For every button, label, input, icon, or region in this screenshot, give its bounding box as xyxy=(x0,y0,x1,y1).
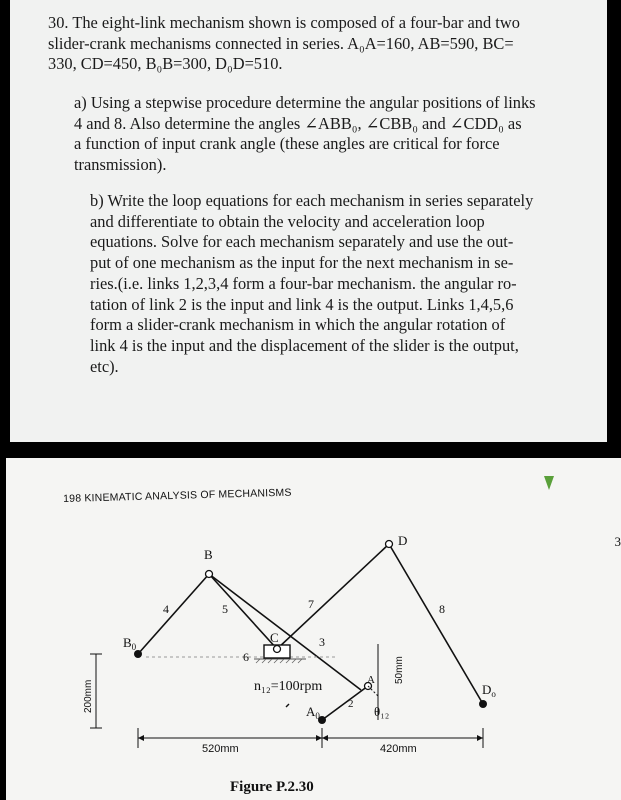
dim-label-420: 420mm xyxy=(380,743,417,755)
label-link-8: 8 xyxy=(439,602,445,616)
rotation-arrow xyxy=(286,704,289,707)
label-link-5: 5 xyxy=(222,602,228,616)
label-link-3: 3 xyxy=(319,635,325,649)
part-b xyxy=(90,191,572,377)
label-A: A xyxy=(367,674,375,686)
slider-hatch xyxy=(256,659,302,663)
problem-number: 30. xyxy=(48,13,69,32)
label-link-4: 4 xyxy=(163,602,169,616)
figure-caption: Figure P.2.30 xyxy=(230,779,314,795)
figure-page xyxy=(6,458,621,800)
label-D0: $D_o$ xyxy=(482,682,496,699)
dim-label-200: 200mm xyxy=(83,679,94,713)
label-C: C xyxy=(270,630,279,645)
angle-label: θ₁₂ xyxy=(374,704,390,719)
speed-label: n₁₂=100rpm xyxy=(254,679,323,694)
dim-label-520: 520mm xyxy=(202,743,239,755)
label-link-2: 2 xyxy=(348,698,354,710)
link-2 xyxy=(322,686,368,720)
part-a-label: a) xyxy=(74,93,87,112)
book-header: 198 KINEMATIC ANALYSIS OF MECHANISMS xyxy=(63,486,292,505)
label-B0: $B_0$ xyxy=(123,635,137,652)
pivot-D0 xyxy=(479,700,487,708)
label-link-7: 7 xyxy=(308,597,314,611)
problem-statement xyxy=(48,13,563,75)
link-7 xyxy=(277,544,389,649)
corner-mark xyxy=(544,476,554,490)
dim-label-50: 50mm xyxy=(394,656,405,684)
problem-page xyxy=(10,0,607,442)
label-D: D xyxy=(398,533,408,548)
joint-D xyxy=(386,541,393,548)
joint-C xyxy=(274,646,281,653)
label-A0: $A_0$ xyxy=(306,704,320,721)
part-b-text: Write the loop equations for each mechanism in series separately and differentiate to obtain the velocity and acceleration loop equations. Solve for each mechanism separately and use the out- put of one mechanism as the input for the next mechanism in se- ries.(i.e. links 1,2,3,4 form a four-bar mechanism. the angular ro- tation of link 2 is the input and link 4 is the output. Links 1,4,5,6 form a slider-crank mechanism in which the angular rotation of link 4 is the input and the displacement of the slider is the output, etc). xyxy=(90,191,534,376)
label-B: B xyxy=(204,547,213,562)
part-b-label: b) xyxy=(90,191,104,210)
part-a xyxy=(74,93,564,176)
mechanism-figure xyxy=(6,458,621,800)
link-4 xyxy=(138,574,209,654)
link-5 xyxy=(209,574,277,649)
joint-B xyxy=(206,571,213,578)
part-a-text: Using a stepwise procedure determine the angular positions of links 4 and 8. Also determine the angles ∠ABB₀, ∠CBB₀ and ∠CDD₀ as a function of input crank angle (these angles are critical for force transmission). xyxy=(74,93,536,175)
label-link-6: 6 xyxy=(243,650,249,664)
problem-statement-text: The eight-link mechanism shown is composed of a four-bar and two slider-crank mechanisms connected in series. A₀A=160, AB=590, BC= 330, CD=450, B₀B=300, D₀D=510. xyxy=(48,13,520,74)
side-page-mark: 3 xyxy=(614,534,621,549)
